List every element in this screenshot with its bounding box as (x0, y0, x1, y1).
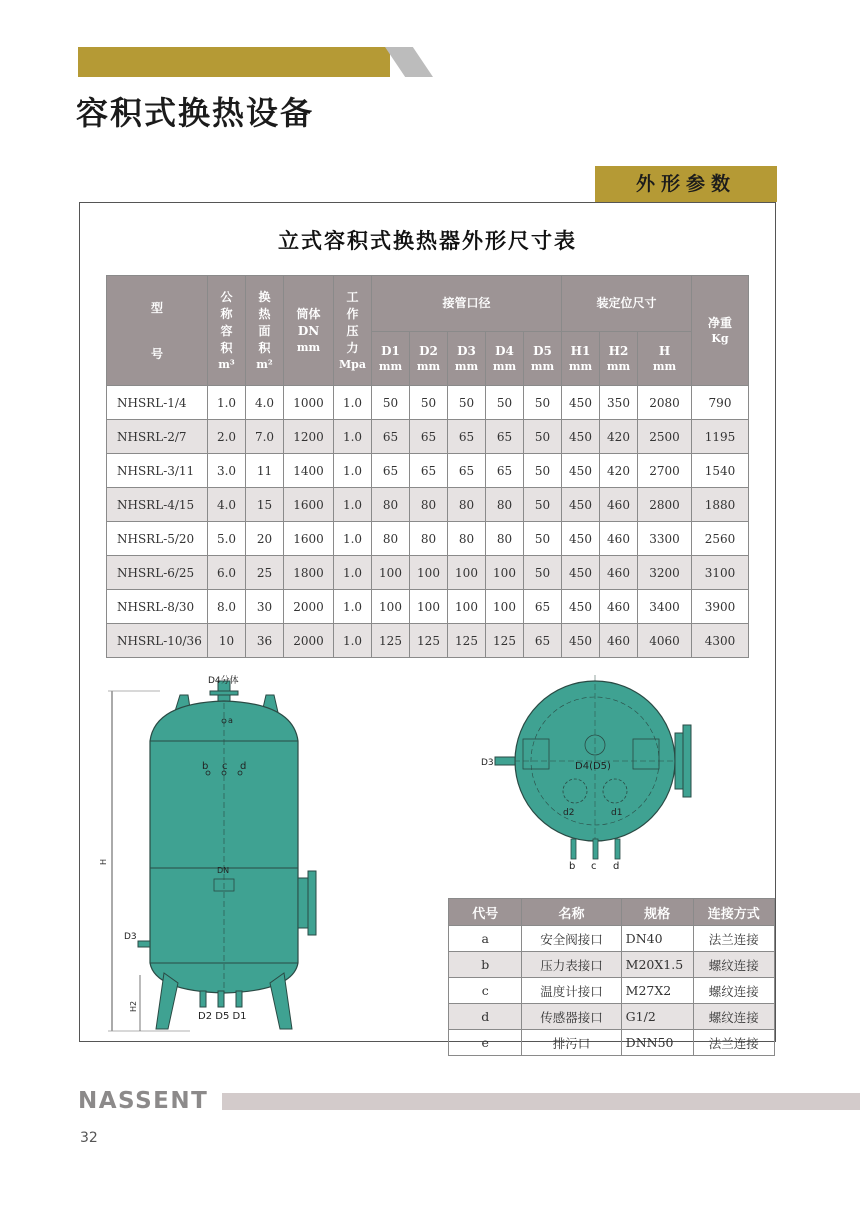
cell-h1: 450 (562, 420, 600, 454)
plan-label-d2: d2 (563, 808, 575, 818)
cell-conn: 螺纹连接 (693, 952, 774, 978)
cell-area: 11 (246, 454, 284, 488)
cell-d1: 80 (372, 488, 410, 522)
footer-bar (222, 1093, 860, 1110)
cell-area: 4.0 (246, 386, 284, 420)
cell-h: 2500 (638, 420, 692, 454)
cell-h2: 460 (600, 556, 638, 590)
cell-volume: 10 (208, 624, 246, 658)
cell-pressure: 1.0 (334, 590, 372, 624)
cell-d1: 80 (372, 522, 410, 556)
plan-label-c: c (591, 861, 597, 872)
cell-d2: 65 (410, 420, 448, 454)
col-pressure: 工作压力 Mpa (334, 276, 372, 386)
cell-area: 25 (246, 556, 284, 590)
codes-row (449, 926, 775, 952)
page-number: 32 (80, 1130, 98, 1146)
col-dn: 筒体DN mm (284, 276, 334, 386)
cell-dn: 2000 (284, 590, 334, 624)
plan-label-d: d (613, 861, 620, 872)
cell-d1: 100 (372, 556, 410, 590)
cell-spec: DNN50 (621, 1030, 693, 1056)
cell-dn: 2000 (284, 624, 334, 658)
cell-weight: 2560 (692, 522, 749, 556)
codes-row (449, 1030, 775, 1056)
cell-h: 3300 (638, 522, 692, 556)
cell-d3: 65 (448, 454, 486, 488)
cell-model: NHSRL-1/4 (107, 386, 208, 420)
col-h: H mm (638, 332, 692, 386)
cell-dn: 1800 (284, 556, 334, 590)
cell-model: NHSRL-6/25 (107, 556, 208, 590)
cell-d2: 65 (410, 454, 448, 488)
table-row (107, 386, 749, 420)
col-model: 型号 (107, 276, 208, 386)
cell-weight: 1195 (692, 420, 749, 454)
col-d4: D4 mm (486, 332, 524, 386)
cell-d5: 65 (524, 590, 562, 624)
cell-d4: 65 (486, 420, 524, 454)
cell-area: 20 (246, 522, 284, 556)
col-weight: 净重 Kg (692, 276, 749, 386)
brand-name: NASSENT (78, 1088, 209, 1114)
cell-d4: 50 (486, 386, 524, 420)
cell-d2: 125 (410, 624, 448, 658)
cell-d3: 80 (448, 488, 486, 522)
cell-pressure: 1.0 (334, 420, 372, 454)
label-bottom: D2 D5 D1 (198, 1011, 247, 1022)
cell-d3: 100 (448, 556, 486, 590)
cell-conn: 螺纹连接 (693, 1004, 774, 1030)
cell-weight: 790 (692, 386, 749, 420)
section-tab: 外形参数 (595, 166, 777, 202)
cell-spec: M27X2 (621, 978, 693, 1004)
cell-spec: M20X1.5 (621, 952, 693, 978)
cell-d2: 80 (410, 488, 448, 522)
cell-d1: 125 (372, 624, 410, 658)
plan-label-b: b (569, 861, 576, 872)
cell-pressure: 1.0 (334, 556, 372, 590)
cell-name: 温度计接口 (522, 978, 621, 1004)
cell-h1: 450 (562, 488, 600, 522)
cell-pressure: 1.0 (334, 624, 372, 658)
cell-h2: 460 (600, 522, 638, 556)
col-group-pipe: 接管口径 (372, 276, 562, 332)
cell-weight: 3900 (692, 590, 749, 624)
cell-d4: 65 (486, 454, 524, 488)
page-title: 容积式换热设备 (76, 94, 315, 132)
cell-d5: 50 (524, 420, 562, 454)
cell-h2: 350 (600, 386, 638, 420)
cell-h: 4060 (638, 624, 692, 658)
cell-h1: 450 (562, 522, 600, 556)
header-accent-bar (78, 47, 390, 77)
table-row (107, 624, 749, 658)
cell-d4: 80 (486, 488, 524, 522)
plan-label-d3: D3 (481, 758, 494, 768)
cell-d4: 80 (486, 522, 524, 556)
cell-name: 传感器接口 (522, 1004, 621, 1030)
codes-header-conn: 连接方式 (693, 899, 774, 926)
cell-volume: 3.0 (208, 454, 246, 488)
content-frame (79, 202, 776, 1051)
cell-conn: 法兰连接 (693, 926, 774, 952)
cell-h2: 420 (600, 420, 638, 454)
cell-weight: 1540 (692, 454, 749, 488)
label-b: b (202, 761, 209, 772)
plan-label-center: D4(D5) (575, 761, 611, 772)
cell-name: 安全阀接口 (522, 926, 621, 952)
cell-area: 15 (246, 488, 284, 522)
cell-d1: 100 (372, 590, 410, 624)
cell-h2: 460 (600, 488, 638, 522)
label-c: c (222, 761, 228, 772)
cell-h2: 460 (600, 624, 638, 658)
cell-dn: 1600 (284, 522, 334, 556)
codes-header-spec: 规格 (621, 899, 693, 926)
table-row (107, 522, 749, 556)
table-row (107, 590, 749, 624)
tank-plan-drawing (475, 673, 715, 873)
tank-elevation-drawing (100, 673, 420, 1038)
cell-h: 3400 (638, 590, 692, 624)
col-h2: H2 mm (600, 332, 638, 386)
cell-d3: 125 (448, 624, 486, 658)
codes-header-code: 代号 (449, 899, 522, 926)
cell-weight: 1880 (692, 488, 749, 522)
cell-model: NHSRL-3/11 (107, 454, 208, 488)
cell-d1: 50 (372, 386, 410, 420)
cell-code: c (449, 978, 522, 1004)
col-h1: H1 mm (562, 332, 600, 386)
cell-d4: 125 (486, 624, 524, 658)
connection-codes-table (448, 898, 775, 1056)
cell-pressure: 1.0 (334, 454, 372, 488)
cell-h1: 450 (562, 590, 600, 624)
label-a: a (228, 716, 233, 725)
cell-spec: DN40 (621, 926, 693, 952)
cell-h2: 420 (600, 454, 638, 488)
cell-d5: 50 (524, 488, 562, 522)
label-top: D4分体 (208, 676, 239, 686)
plan-label-d1: d1 (611, 808, 623, 818)
label-d: d (240, 761, 247, 772)
col-d1: D1 mm (372, 332, 410, 386)
cell-h1: 450 (562, 624, 600, 658)
col-d2: D2 mm (410, 332, 448, 386)
cell-volume: 1.0 (208, 386, 246, 420)
cell-d5: 50 (524, 556, 562, 590)
cell-dn: 1200 (284, 420, 334, 454)
cell-volume: 6.0 (208, 556, 246, 590)
col-group-install: 装定位尺寸 (562, 276, 692, 332)
table-title: 立式容积式换热器外形尺寸表 (278, 228, 577, 253)
cell-dn: 1000 (284, 386, 334, 420)
cell-d4: 100 (486, 590, 524, 624)
cell-volume: 4.0 (208, 488, 246, 522)
cell-h1: 450 (562, 386, 600, 420)
label-h2: H2 (129, 1000, 138, 1012)
codes-row (449, 1004, 775, 1030)
cell-d4: 100 (486, 556, 524, 590)
label-h: H (99, 858, 108, 865)
cell-h1: 450 (562, 454, 600, 488)
cell-area: 36 (246, 624, 284, 658)
cell-h: 2700 (638, 454, 692, 488)
cell-h: 2080 (638, 386, 692, 420)
cell-pressure: 1.0 (334, 488, 372, 522)
col-d3: D3 mm (448, 332, 486, 386)
codes-row (449, 978, 775, 1004)
table-row (107, 556, 749, 590)
cell-pressure: 1.0 (334, 522, 372, 556)
cell-d5: 65 (524, 624, 562, 658)
cell-d1: 65 (372, 420, 410, 454)
cell-weight: 4300 (692, 624, 749, 658)
cell-area: 30 (246, 590, 284, 624)
cell-volume: 8.0 (208, 590, 246, 624)
cell-d5: 50 (524, 454, 562, 488)
cell-model: NHSRL-4/15 (107, 488, 208, 522)
cell-name: 压力表接口 (522, 952, 621, 978)
cell-d3: 100 (448, 590, 486, 624)
cell-spec: G1/2 (621, 1004, 693, 1030)
cell-area: 7.0 (246, 420, 284, 454)
table-row (107, 454, 749, 488)
codes-row (449, 952, 775, 978)
cell-d1: 65 (372, 454, 410, 488)
cell-pressure: 1.0 (334, 386, 372, 420)
table-row (107, 420, 749, 454)
cell-model: NHSRL-5/20 (107, 522, 208, 556)
cell-d2: 50 (410, 386, 448, 420)
codes-header-name: 名称 (522, 899, 621, 926)
cell-h: 2800 (638, 488, 692, 522)
table-row (107, 488, 749, 522)
cell-volume: 2.0 (208, 420, 246, 454)
col-area: 换热面积 m² (246, 276, 284, 386)
cell-h2: 460 (600, 590, 638, 624)
cell-d5: 50 (524, 522, 562, 556)
cell-h1: 450 (562, 556, 600, 590)
cell-code: e (449, 1030, 522, 1056)
cell-volume: 5.0 (208, 522, 246, 556)
label-d3: D3 (124, 932, 137, 942)
cell-code: d (449, 1004, 522, 1030)
cell-weight: 3100 (692, 556, 749, 590)
cell-model: NHSRL-8/30 (107, 590, 208, 624)
cell-d3: 65 (448, 420, 486, 454)
col-volume: 公称容积 m³ (208, 276, 246, 386)
cell-name: 排污口 (522, 1030, 621, 1056)
col-d5: D5 mm (524, 332, 562, 386)
cell-dn: 1400 (284, 454, 334, 488)
cell-dn: 1600 (284, 488, 334, 522)
cell-d2: 80 (410, 522, 448, 556)
header-accent-tail (385, 47, 433, 77)
cell-d3: 50 (448, 386, 486, 420)
cell-conn: 螺纹连接 (693, 978, 774, 1004)
cell-h: 3200 (638, 556, 692, 590)
cell-d2: 100 (410, 556, 448, 590)
cell-d2: 100 (410, 590, 448, 624)
cell-d3: 80 (448, 522, 486, 556)
cell-model: NHSRL-2/7 (107, 420, 208, 454)
cell-model: NHSRL-10/36 (107, 624, 208, 658)
spec-table (106, 275, 749, 658)
label-dn: DN (217, 866, 230, 875)
cell-code: a (449, 926, 522, 952)
cell-conn: 法兰连接 (693, 1030, 774, 1056)
cell-d5: 50 (524, 386, 562, 420)
cell-code: b (449, 952, 522, 978)
